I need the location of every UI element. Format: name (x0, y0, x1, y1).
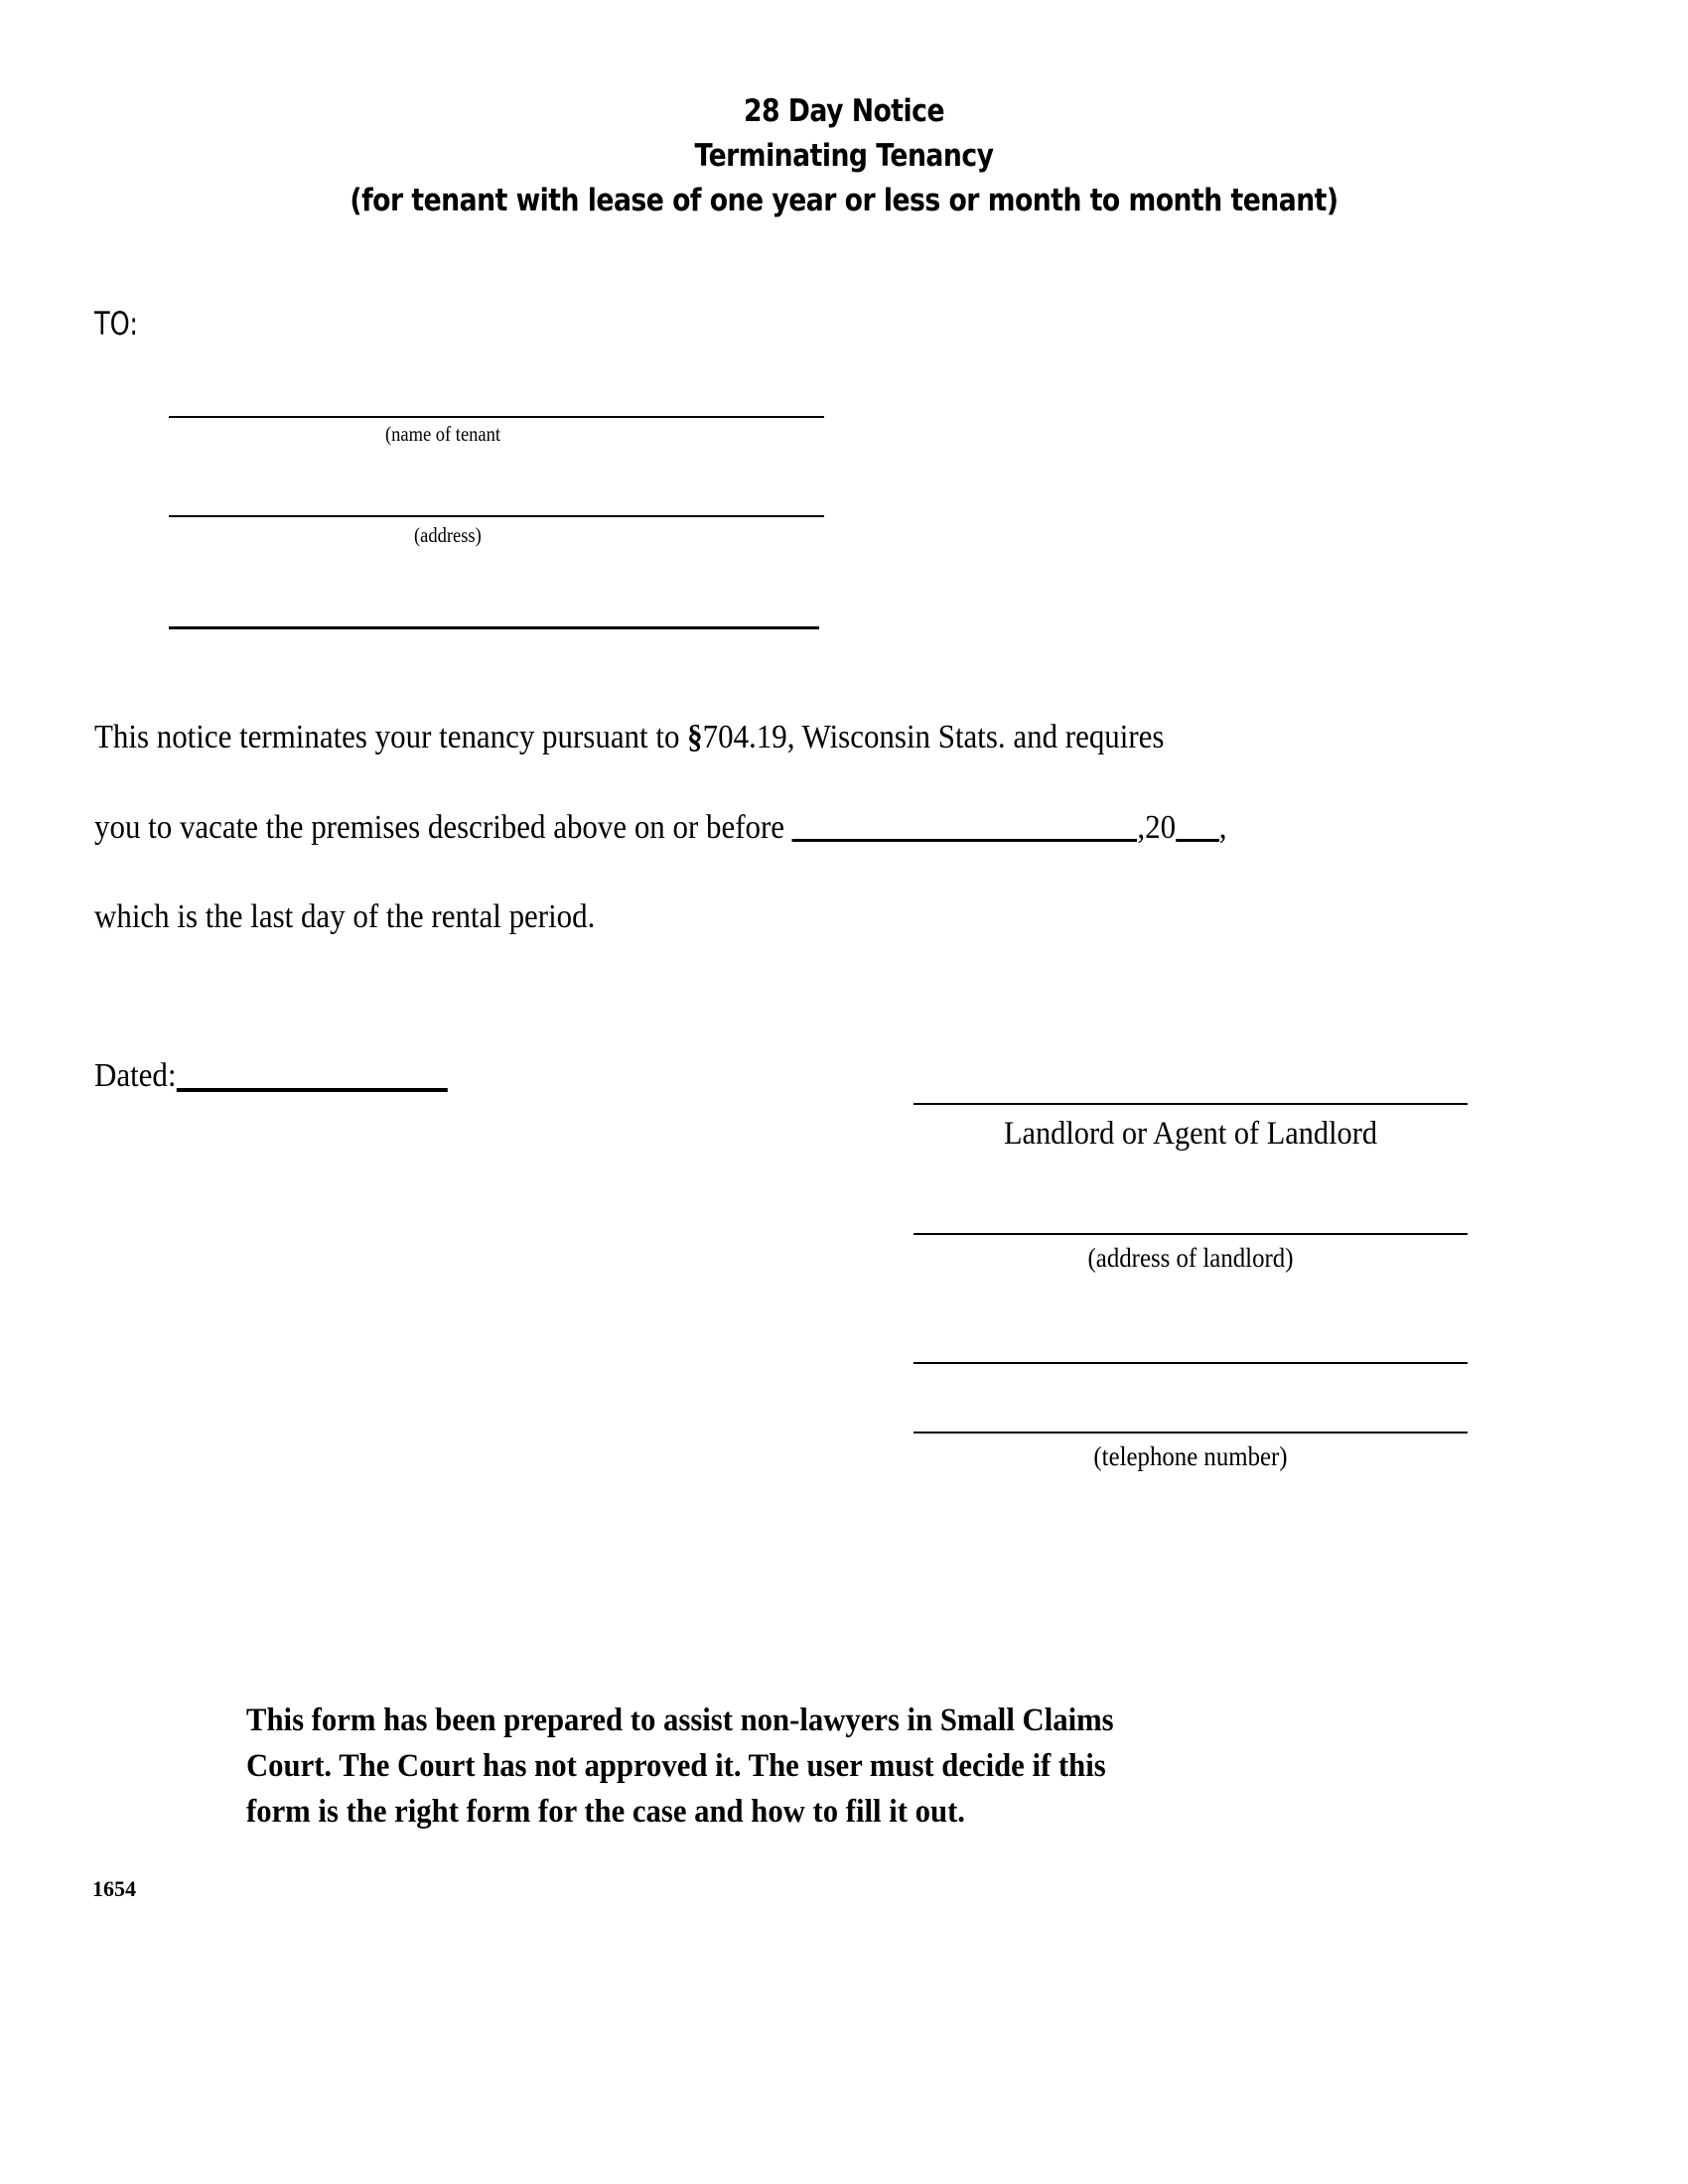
disclaimer-line-1: This form has been prepared to assist non-lawyers in Small Claims (246, 1703, 1114, 1738)
disclaimer-line-2: Court. The Court has not approved it. The user must decide if this (246, 1748, 1106, 1784)
tenant-name-caption: (name of tenant (385, 422, 500, 446)
landlord-address-line-2[interactable] (914, 1362, 1468, 1364)
landlord-signature-line[interactable] (914, 1103, 1468, 1105)
landlord-telephone-line[interactable] (914, 1432, 1468, 1433)
page-title (0, 89, 1688, 223)
tenant-name-line[interactable] (169, 416, 824, 418)
tenant-address-line-2[interactable] (169, 626, 819, 629)
dated-blank[interactable] (176, 1058, 447, 1092)
disclaimer-paragraph (246, 1698, 1418, 1835)
body-line1-text-after: 704.19, Wisconsin Stats. and requires (702, 719, 1165, 755)
vacate-year-blank[interactable] (1176, 811, 1219, 842)
to-label: TO: (94, 305, 138, 342)
dated-label: Dated: (94, 1057, 177, 1094)
body-line2-text-before: you to vacate the premises described above on or before (94, 809, 792, 846)
tenant-address-line[interactable] (169, 515, 824, 517)
landlord-address-caption: (address of landlord) (1087, 1243, 1294, 1273)
title-line-1: 28 Day Notice (743, 93, 945, 129)
dated-row (94, 1057, 447, 1095)
body-paragraph-line-3: which is the last day of the rental period. (94, 898, 596, 935)
disclaimer-line-3: form is the right form for the case and how to fill it out. (246, 1794, 965, 1830)
title-line-3: (for tenant with lease of one year or less or month to month tenant) (350, 183, 1338, 218)
section-symbol: § (687, 719, 703, 755)
body-line2-year-prefix: ,20 (1137, 809, 1177, 846)
tenant-address-caption: (address) (414, 523, 482, 547)
landlord-address-line[interactable] (914, 1233, 1468, 1235)
vacate-date-blank[interactable] (792, 811, 1138, 842)
body-line1-text-before: This notice terminates your tenancy pursuant to (94, 719, 688, 755)
title-line-2: Terminating Tenancy (694, 138, 994, 174)
landlord-telephone-caption: (telephone number) (1093, 1441, 1288, 1471)
body-paragraph-line-2 (94, 809, 1226, 847)
body-paragraph-line-1 (94, 719, 1164, 756)
form-number: 1654 (92, 1876, 136, 1901)
landlord-signature-caption: Landlord or Agent of Landlord (1003, 1116, 1378, 1152)
body-line2-end: , (1218, 809, 1227, 846)
